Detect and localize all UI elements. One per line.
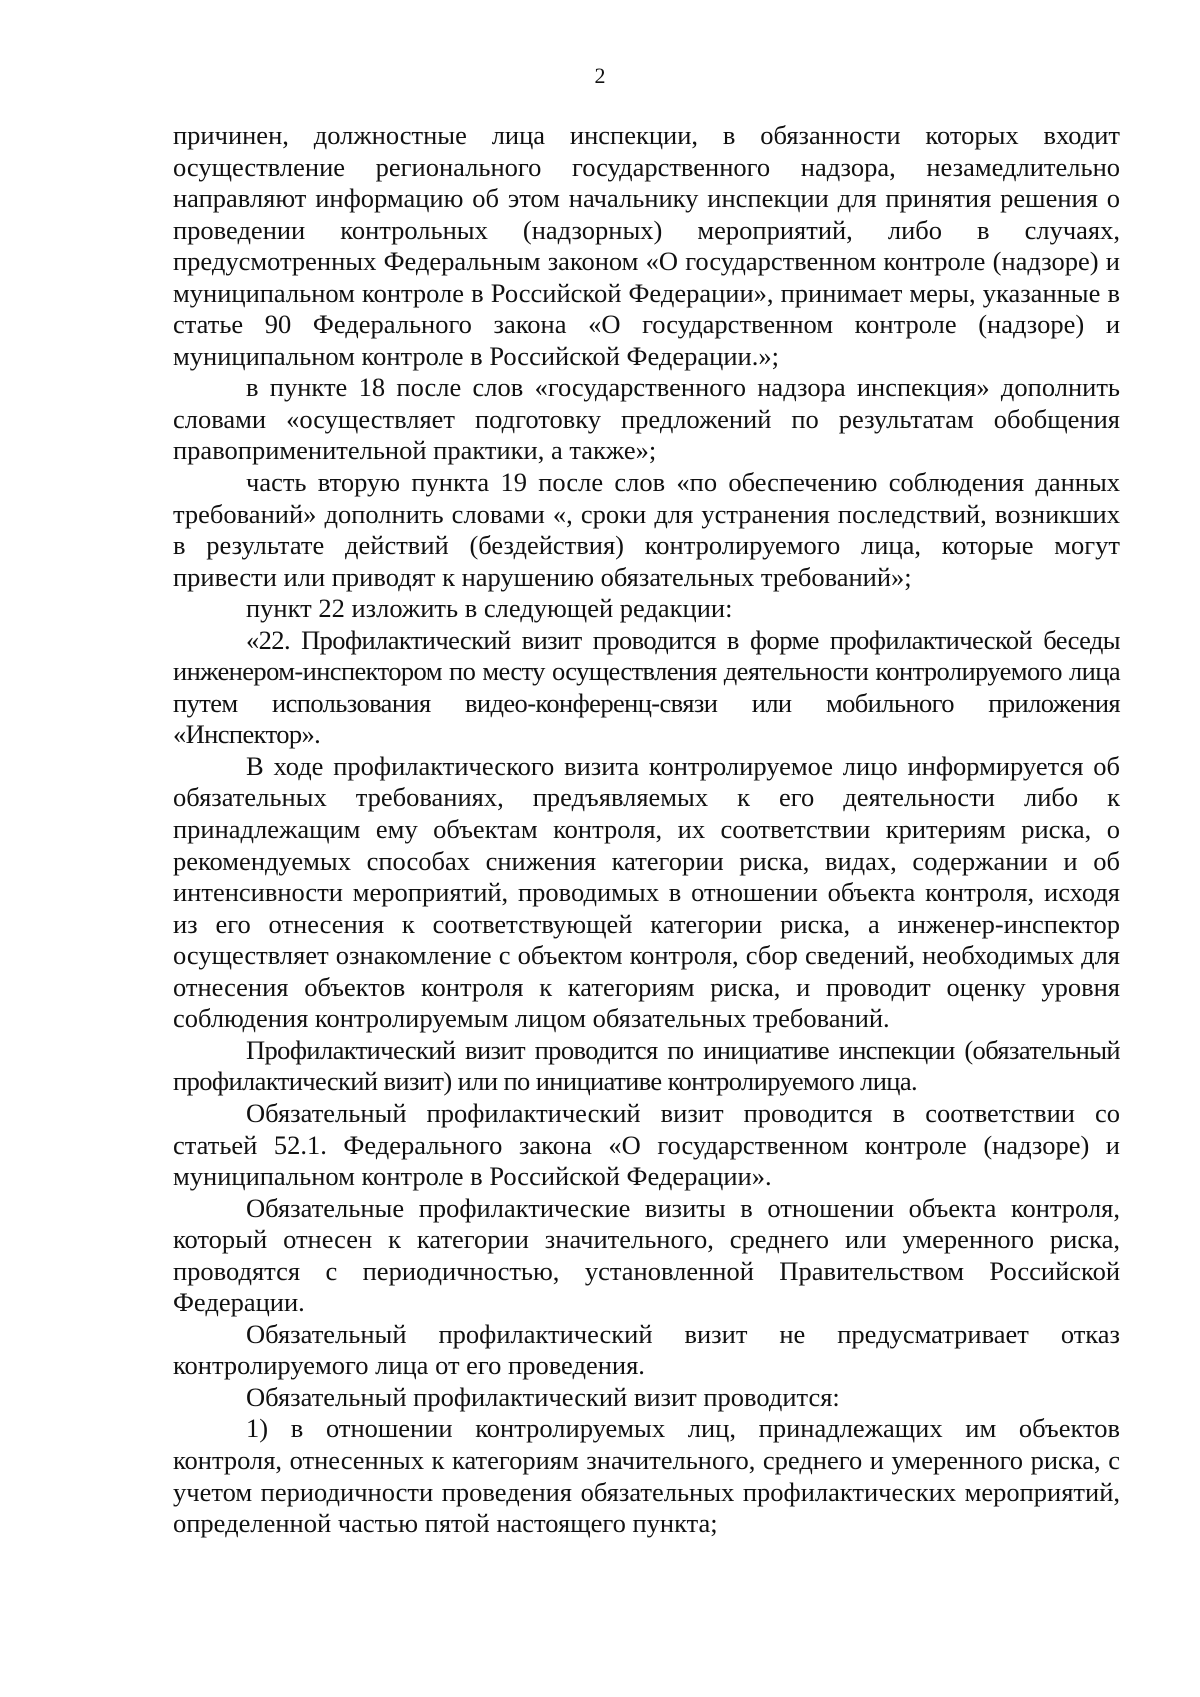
paragraph-item-22-intro: пункт 22 изложить в следующей редакции: <box>246 593 733 624</box>
paragraph-list-item-1: 1) в отношении контролируемых лиц, принадлежащих им объектов контроля, отнесенных к категориям значительного, среднего и умеренного риска, с учетом периодичности проведения обязательных профилактических мероприятий, определенной частью пятой настоящего пункта; <box>173 1413 1120 1539</box>
paragraph-visit-initiative: Профилактический визит проводится по инициативе инспекции (обязательный профилактический визит) или по инициативе контролируемого лица. <box>173 1034 1120 1097</box>
paragraph-mandatory-visit-basis: Обязательный профилактический визит проводится в соответствии со статьей 52.1. Федерального закона «О государственном контроле (надзоре) и муниципальном контроле в Российской Федерации». <box>173 1097 1120 1192</box>
paragraph-item-22-text: «22. Профилактический визит проводится в форме профилактической беседы инженером-инспектором по месту осуществления деятельности контролируемого лица путем использования видео-конференц-связи или мобильного приложения «Инспектор». <box>173 624 1120 750</box>
document-body <box>173 120 1120 1540</box>
paragraph-item-19: часть вторую пункта 19 после слов «по обеспечению соблюдения данных требований» дополнить словами «, сроки для устранения последствий, возникших в результате действий (бездействия) контролируемого лица, которые могут привести или приводят к нарушению обязательных требований»; <box>173 467 1120 592</box>
paragraph-no-refusal: Обязательный профилактический визит не предусматривает отказ контролируемого лица от его проведения. <box>173 1318 1120 1381</box>
paragraph-visit-info: В ходе профилактического визита контролируемое лицо информируется об обязательных требованиях, предъявляемых к его деятельности либо к принадлежащим ему объектам контроля, их соответствии критериям риска, о рекомендуемых способах снижения категории риска, видах, содержании и об интенсивности мероприятий, проводимых в отношении объекта контроля, исходя из его отнесения к соответствующей категории риска, а инженер-инспектор осуществляет ознакомление с объектом контроля, сбор сведений, необходимых для отнесения объектов контроля к категориям риска, и проводит оценку уровня соблюдения контролируемым лицом обязательных требований. <box>173 750 1120 1034</box>
paragraph-visit-conducted: Обязательный профилактический визит проводится: <box>246 1381 840 1412</box>
paragraph-continuation: причинен, должностные лица инспекции, в обязанности которых входит осуществление регионального государственного надзора, незамедлительно направляют информацию об этом начальнику инспекции для принятия решения о проведении контрольных (надзорных) мероприятий, либо в случаях, предусмотренных Федеральным законом «О государственном контроле (надзоре) и муниципальном контроле в Российской Федерации», принимает меры, указанные в статье 90 Федерального закона «О государственном контроле (надзоре) и муниципальном контроле в Российской Федерации.»; <box>173 120 1120 371</box>
paragraph-item-18: в пункте 18 после слов «государственного надзора инспекция» дополнить словами «осуществляет подготовку предложений по результатам обобщения правоприменительной практики, а также»; <box>173 372 1120 466</box>
page-number: 2 <box>594 63 606 88</box>
paragraph-mandatory-visit-periodicity: Обязательные профилактические визиты в отношении объекта контроля, который отнесен к категории значительного, среднего или умеренного риска, проводятся с периодичностью, установленной Правительством Российской Федерации. <box>173 1192 1120 1318</box>
